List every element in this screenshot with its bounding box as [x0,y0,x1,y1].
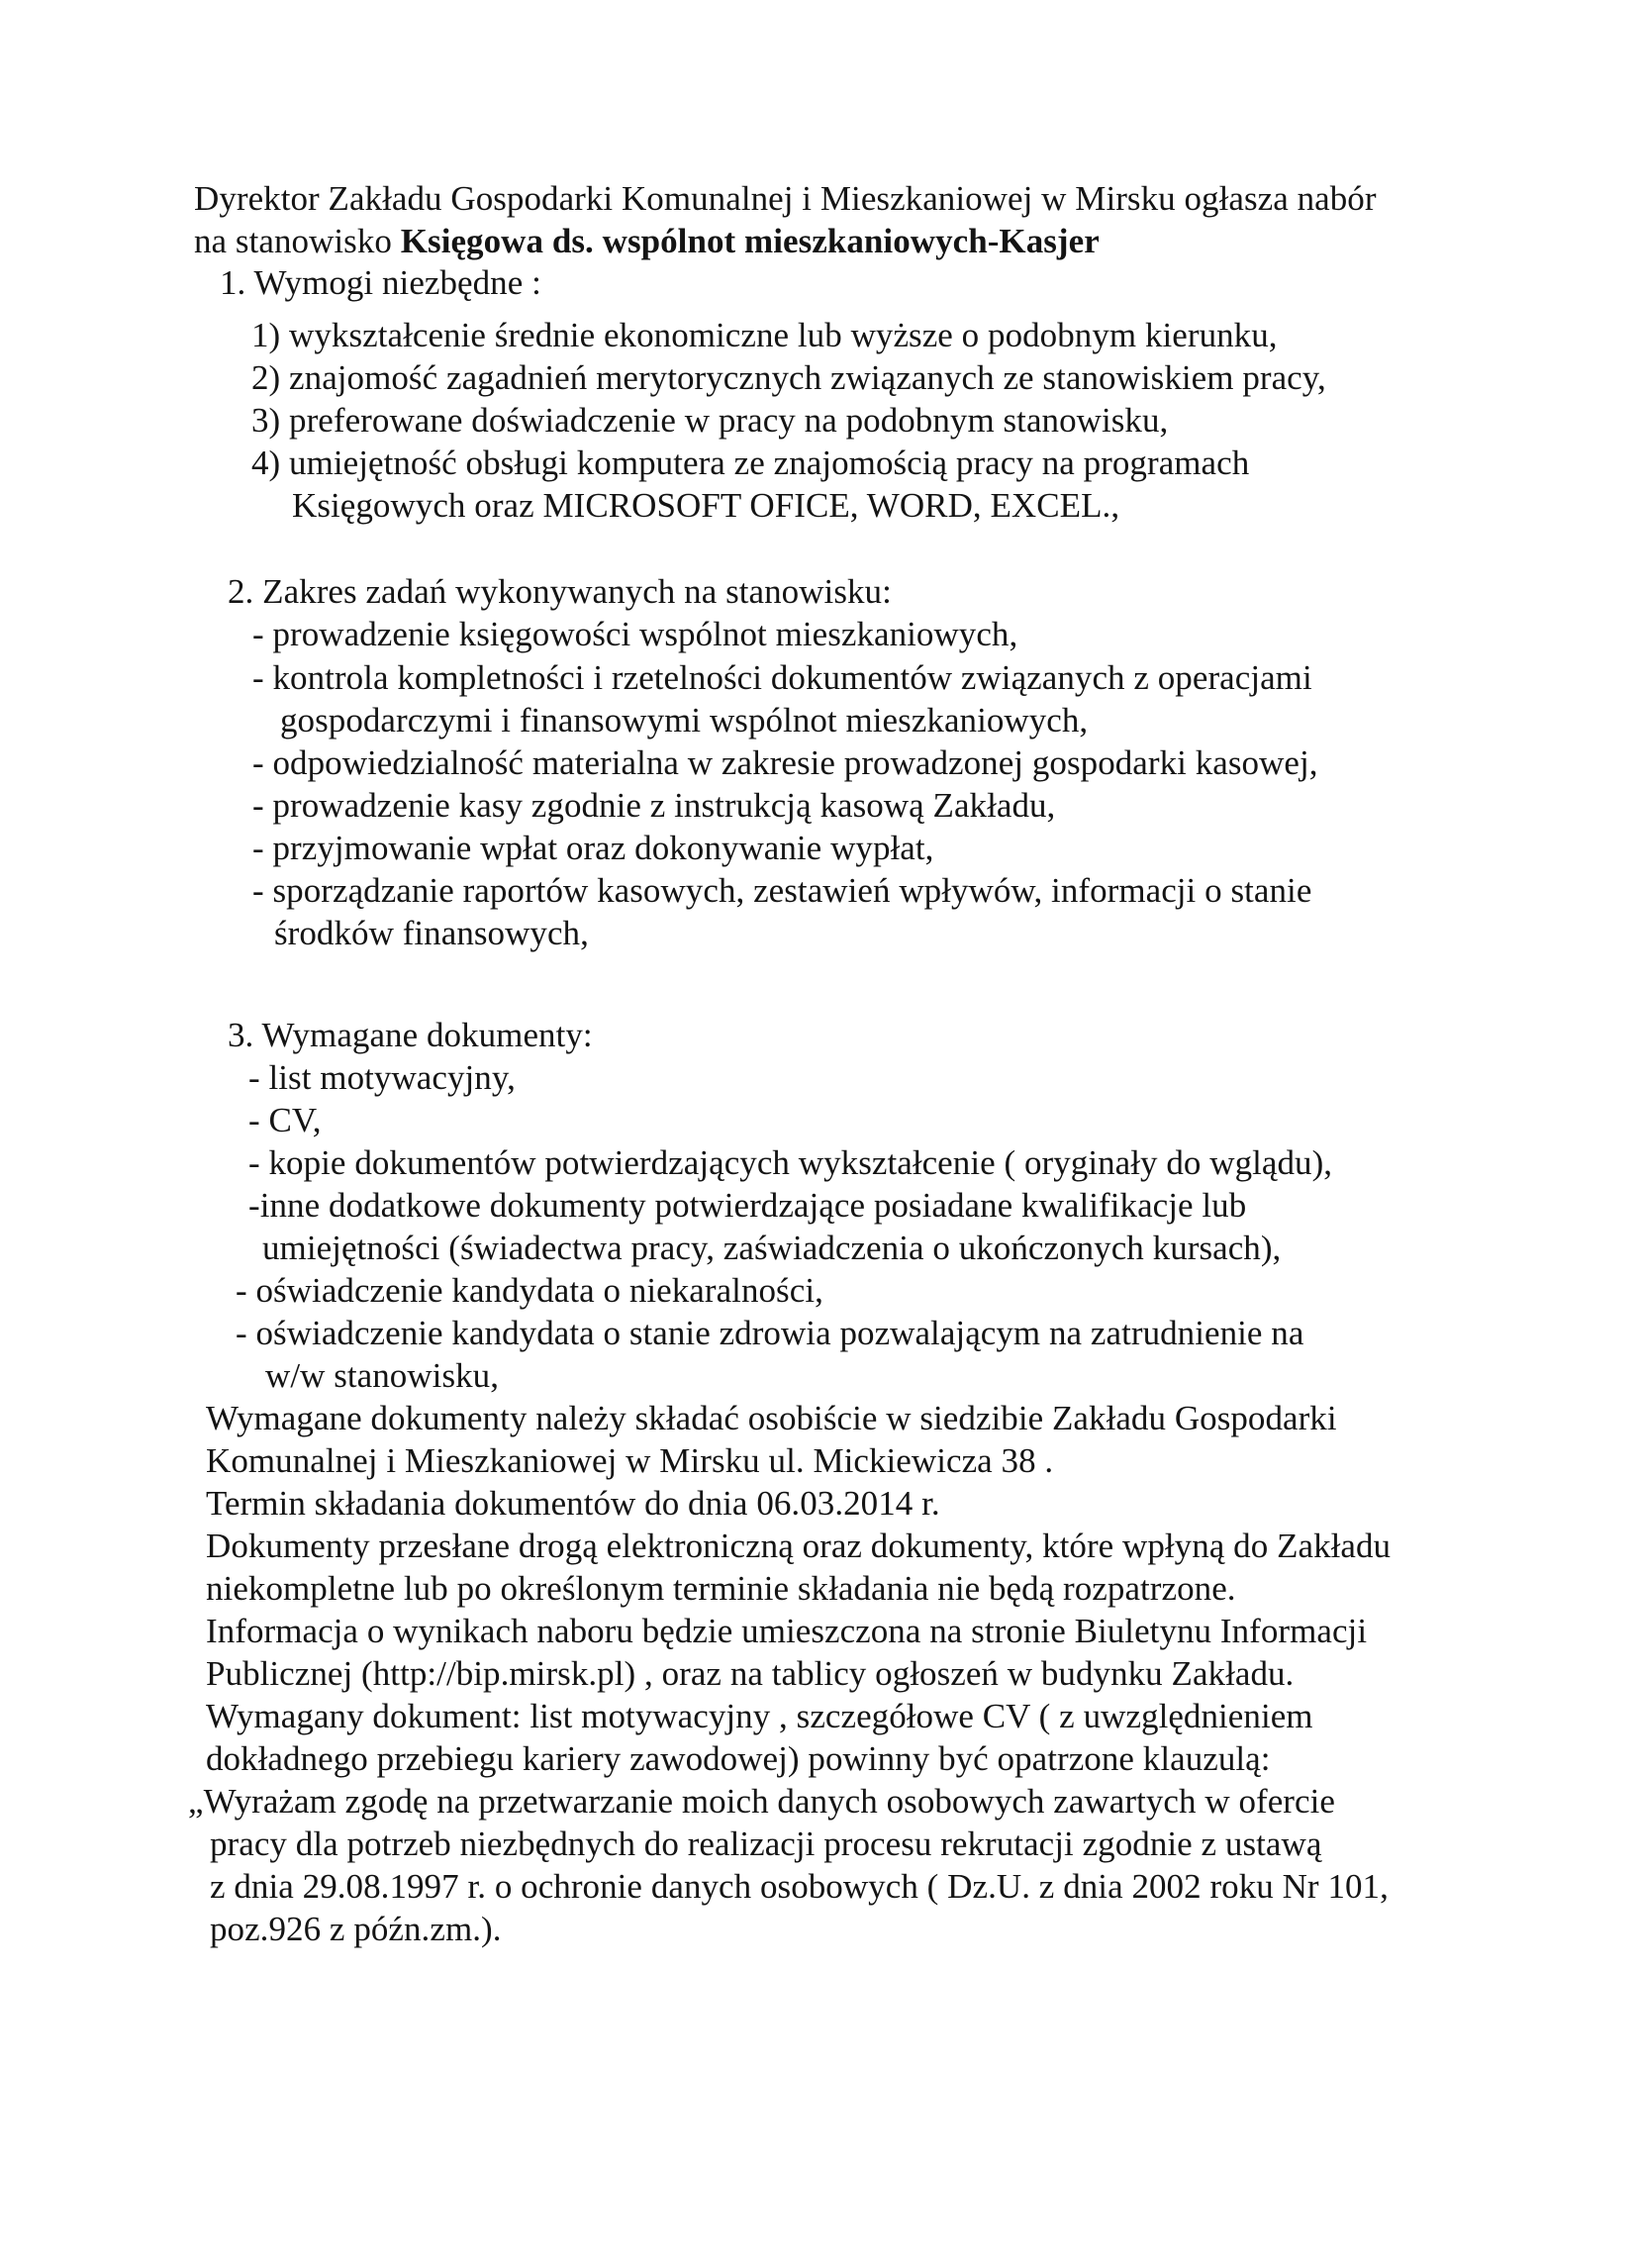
intro-line-1: Dyrektor Zakładu Gospodarki Komunalnej i Mieszkaniowej w Mirsku ogłasza nabór [194,179,1377,218]
closing-line: Wymagany dokument: list motywacyjny , szczegółowe CV ( z uwzględnieniem [206,1697,1313,1735]
section2-item-continuation: środków finansowych, [274,914,589,952]
intro-line-2-prefix: na stanowisko [194,222,401,260]
section1-item: 3) preferowane doświadczenie w pracy na podobnym stanowisku, [251,401,1169,440]
section2-item: - prowadzenie kasy zgodnie z instrukcją kasową Zakładu, [252,786,1056,825]
section3-item: - CV, [248,1101,322,1139]
closing-line: Termin składania dokumentów do dnia 06.03.2014 r. [206,1484,940,1523]
section3-item: - oświadczenie kandydata o stanie zdrowia pozwalającym na zatrudnienie na [236,1314,1304,1352]
closing-line: Publicznej (http://bip.mirsk.pl) , oraz na tablicy ogłoszeń w budynku Zakładu. [206,1654,1295,1693]
closing-line: Wymagane dokumenty należy składać osobiście w siedzibie Zakładu Gospodarki [206,1399,1337,1437]
section2-item: - kontrola kompletności i rzetelności dokumentów związanych z operacjami [252,658,1312,697]
section3-item: - list motywacyjny, [248,1058,516,1097]
section2-item: - prowadzenie księgowości wspólnot mieszkaniowych, [252,615,1018,653]
section1-item-continuation: Księgowych oraz MICROSOFT OFICE, WORD, EXCEL., [292,486,1120,525]
section3-heading: 3. Wymagane dokumenty: [228,1016,593,1054]
section1-heading: 1. Wymogi niezbędne : [220,263,541,302]
closing-line: Informacja o wynikach naboru będzie umieszczona na stronie Biuletynu Informacji [206,1612,1368,1650]
section3-item: - kopie dokumentów potwierdzających wykształcenie ( oryginały do wglądu), [248,1143,1333,1182]
closing-line: dokładnego przebiegu kariery zawodowej) powinny być opatrzone klauzulą: [206,1739,1271,1778]
section1-item: 2) znajomość zagadnień merytorycznych związanych ze stanowiskiem pracy, [251,358,1326,397]
section3-item-continuation: umiejętności (świadectwa pracy, zaświadczenia o ukończonych kursach), [262,1229,1282,1267]
section2-item-continuation: gospodarczymi i finansowymi wspólnot mieszkaniowych, [280,701,1089,740]
section1-item: 4) umiejętność obsługi komputera ze znajomością pracy na programach [251,444,1250,482]
consent-clause-line: pracy dla potrzeb niezbędnych do realizacji procesu rekrutacji zgodnie z ustawą [210,1824,1322,1863]
section3-item: -inne dodatkowe dokumenty potwierdzające posiadane kwalifikacje lub [248,1186,1247,1225]
closing-line: Dokumenty przesłane drogą elektroniczną oraz dokumenty, które wpłyną do Zakładu [206,1527,1392,1565]
section2-item: - odpowiedzialność materialna w zakresie prowadzonej gospodarki kasowej, [252,743,1318,782]
consent-clause-line: „Wyrażam zgodę na przetwarzanie moich danych osobowych zawartych w ofercie [188,1782,1335,1821]
section3-item-continuation: w/w stanowisku, [265,1356,500,1395]
consent-clause-line: poz.926 z późn.zm.). [210,1910,502,1948]
section2-item: - sporządzanie raportów kasowych, zestawień wpływów, informacji o stanie [252,871,1312,910]
position-title: Księgowa ds. wspólnot mieszkaniowych-Kasjer [400,222,1100,260]
section2-item: - przyjmowanie wpłat oraz dokonywanie wypłat, [252,829,934,867]
closing-line: Komunalnej i Mieszkaniowej w Mirsku ul. Mickiewicza 38 . [206,1441,1054,1480]
intro-line-2 [194,220,1100,263]
consent-clause-line: z dnia 29.08.1997 r. o ochronie danych osobowych ( Dz.U. z dnia 2002 roku Nr 101, [210,1867,1389,1906]
section2-heading: 2. Zakres zadań wykonywanych na stanowisku: [228,572,892,611]
closing-line: niekompletne lub po określonym terminie składania nie będą rozpatrzone. [206,1569,1236,1608]
section1-item: 1) wykształcenie średnie ekonomiczne lub wyższe o podobnym kierunku, [251,316,1278,354]
section3-item: - oświadczenie kandydata o niekaralności, [236,1271,823,1310]
